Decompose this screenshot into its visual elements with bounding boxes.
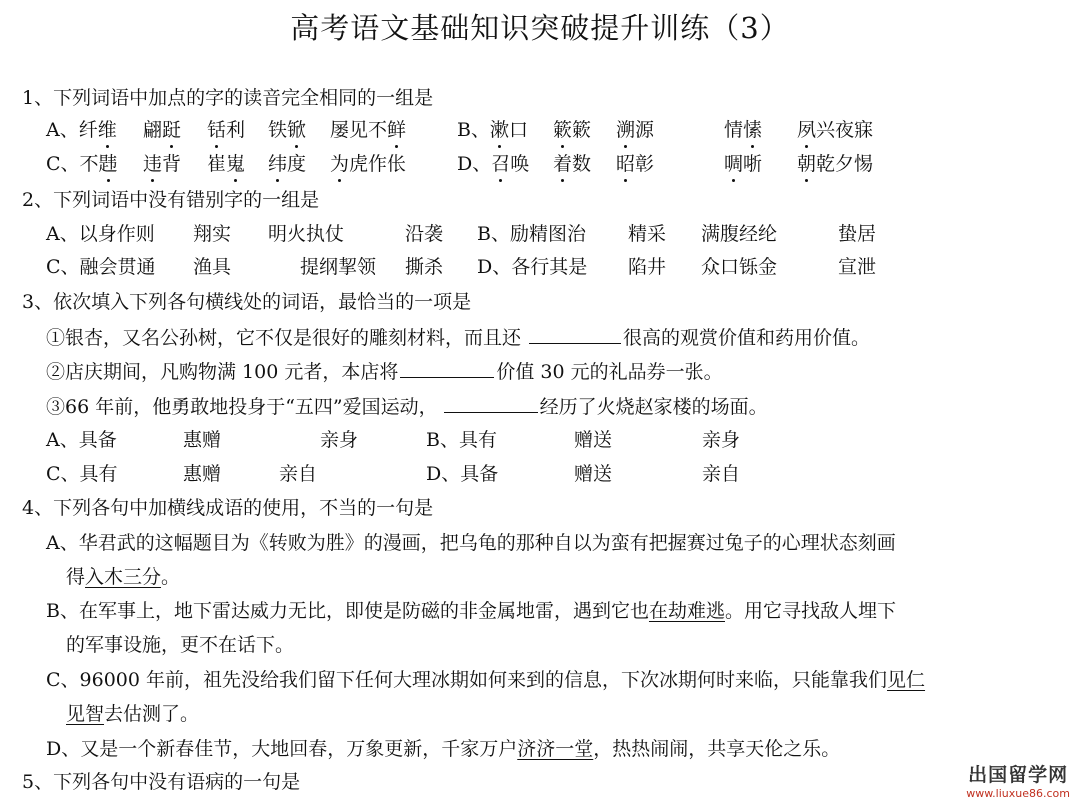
q4-option-b-line2: 的军事设施，更不在话下。: [66, 634, 295, 656]
q2-opt: 陷井: [628, 256, 667, 278]
q3-opt: 惠赠: [183, 429, 222, 451]
q4-d-text: D、又是一个新春佳节，大地回春，万象更新，千家万户: [46, 738, 518, 760]
q1-opt-c-5: 为虎作伥: [330, 153, 407, 175]
q3-sentence-1: [46, 325, 870, 350]
q3-sentence-3: [46, 394, 768, 419]
q4-option-a-line2: [66, 565, 180, 589]
watermark-url: www.liuxue86.com: [966, 787, 1070, 800]
q3-opt: B、具有: [426, 429, 497, 451]
q3-opt: A、具备: [46, 429, 117, 451]
q4-stem: 4、下列各句中加横线成语的使用，不当的一句是: [22, 497, 434, 519]
q1-opt-a-5: 屡见不鲜: [330, 119, 407, 141]
q1-opt-a-3: 铦利: [207, 119, 246, 141]
q2-opt: C、融会贯通: [46, 256, 156, 278]
q1-options-row1: [0, 118, 1080, 144]
q2-opt: 翔实: [193, 223, 232, 245]
fill-blank: [529, 325, 621, 344]
page-title: 高考语文基础知识突破提升训练（3）: [290, 11, 790, 45]
q4-option-d: [46, 737, 840, 761]
q1-opt-c-2: 违背: [143, 153, 182, 175]
q1-opt-a-1: A、纤维: [46, 119, 117, 141]
q4-option-c-line1: [46, 668, 925, 692]
q4-option-c-line2: [66, 702, 199, 726]
q1-opt-b-5: 夙兴夜寐: [797, 119, 874, 141]
q2-opt: 众口铄金: [701, 256, 778, 278]
q4-a-text: 得: [66, 566, 86, 588]
q2-opt: A、以身作则: [46, 223, 155, 245]
q1-opt-b-4: 情愫: [724, 119, 763, 141]
q3-s2-before: ②店庆期间，凡购物满 100 元者，本店将: [46, 361, 399, 383]
q3-opt: 亲身: [702, 429, 741, 451]
q1-opt-b-2: 簌簌: [553, 119, 592, 141]
q1-opt-c-3: 崔嵬: [207, 153, 246, 175]
q3-opt: 赠送: [574, 463, 613, 485]
q1-opt-d-4: 啁哳: [724, 153, 763, 175]
q4-d-idiom: 济济一堂: [517, 738, 594, 760]
q4-b-text-end: 。用它寻找敌人埋下: [724, 600, 896, 622]
watermark-name: 出国留学网: [968, 764, 1069, 786]
q4-b-idiom: 在劫难逃: [648, 600, 725, 622]
q3-s2-after: 价值 30 元的礼品券一张。: [496, 361, 723, 383]
q4-option-a-line1: A、华君武的这幅题目为《转败为胜》的漫画，把乌龟的那种自以为蛮有把握赛过兔子的心理状态刻画: [46, 532, 896, 554]
q2-opt: 宣泄: [838, 256, 877, 278]
fill-blank: [444, 394, 538, 413]
q1-opt-d-2: 着数: [553, 153, 592, 175]
q1-opt-d-3: 昭彰: [616, 153, 655, 175]
q4-c-text-end: 去估测了。: [104, 703, 200, 725]
q3-opt: 亲自: [702, 463, 741, 485]
q5-stem: 5、下列各句中没有语病的一句是: [22, 771, 301, 793]
q3-opt: 亲自: [279, 463, 318, 485]
q4-a-idiom: 入木三分: [85, 566, 162, 588]
q4-d-text-end: ，热热闹闹，共享天伦之乐。: [593, 738, 841, 760]
q4-c-text: C、96000 年前，祖先没给我们留下任何大理冰期如何来到的信息，下次冰期何时来临，只能靠我们: [46, 669, 888, 691]
q1-stem: 1、下列词语中加点的字的读音完全相同的一组是: [22, 87, 434, 109]
q1-opt-b-1: B、漱口: [457, 119, 528, 141]
q3-opt: 赠送: [574, 429, 613, 451]
q1-opt-c-1: C、不韪: [46, 153, 118, 175]
q2-opt: 蛰居: [838, 223, 877, 245]
q2-opt: 撕杀: [405, 256, 444, 278]
q3-opt: D、具备: [426, 463, 499, 485]
q2-opt: B、励精图治: [477, 223, 586, 245]
q2-opt: 渔具: [193, 256, 232, 278]
q4-option-b-line1: [46, 599, 896, 623]
q4-c-idiom-part2: 见智: [66, 703, 105, 725]
q1-opt-b-3: 溯源: [616, 119, 655, 141]
q3-s1-before: ①银杏，又名公孙树，它不仅是很好的雕刻材料，而且还: [46, 327, 522, 349]
fill-blank: [400, 359, 494, 378]
q1-opt-c-4: 纬度: [268, 153, 307, 175]
q1-options-row2: [0, 152, 1080, 178]
q3-opt: 惠赠: [183, 463, 222, 485]
q2-opt: 明火执仗: [268, 223, 345, 245]
q1-opt-d-1: D、召唤: [457, 153, 530, 175]
q3-opt: 亲身: [320, 429, 359, 451]
q2-opt: 提纲挈领: [300, 256, 377, 278]
q1-opt-a-4: 铁锨: [268, 119, 307, 141]
q1-opt-a-2: 翩跹: [143, 119, 182, 141]
q2-opt: 精采: [628, 223, 667, 245]
q3-s3-after: 经历了火烧赵家楼的场面。: [539, 396, 768, 418]
watermark-logo: [966, 760, 1070, 800]
q4-a-text-end: 。: [161, 566, 181, 588]
q2-options-row1: [0, 222, 1080, 248]
q2-stem: 2、下列词语中没有错别字的一组是: [22, 189, 320, 211]
q3-stem: 3、依次填入下列各句横线处的词语，最恰当的一项是: [22, 291, 472, 313]
q4-b-text: B、在军事上，地下雷达威力无比，即使是防磁的非金属地雷，遇到它也: [46, 600, 649, 622]
q2-opt: D、各行其是: [477, 256, 588, 278]
q3-opt: C、具有: [46, 463, 118, 485]
q3-s3-before: ③66 年前，他勇敢地投身于“五四”爱国运动，: [46, 396, 438, 418]
q4-c-idiom-part1: 见仁: [887, 669, 926, 691]
q3-options-row1: [0, 428, 1080, 454]
q2-options-row2: [0, 255, 1080, 281]
q3-options-row2: [0, 462, 1080, 488]
q1-opt-d-5: 朝乾夕惕: [797, 153, 874, 175]
q3-sentence-2: [46, 359, 723, 384]
q2-opt: 沿袭: [405, 223, 444, 245]
q3-s1-after: 很高的观赏价值和药用价值。: [623, 327, 871, 349]
q2-opt: 满腹经纶: [701, 223, 778, 245]
